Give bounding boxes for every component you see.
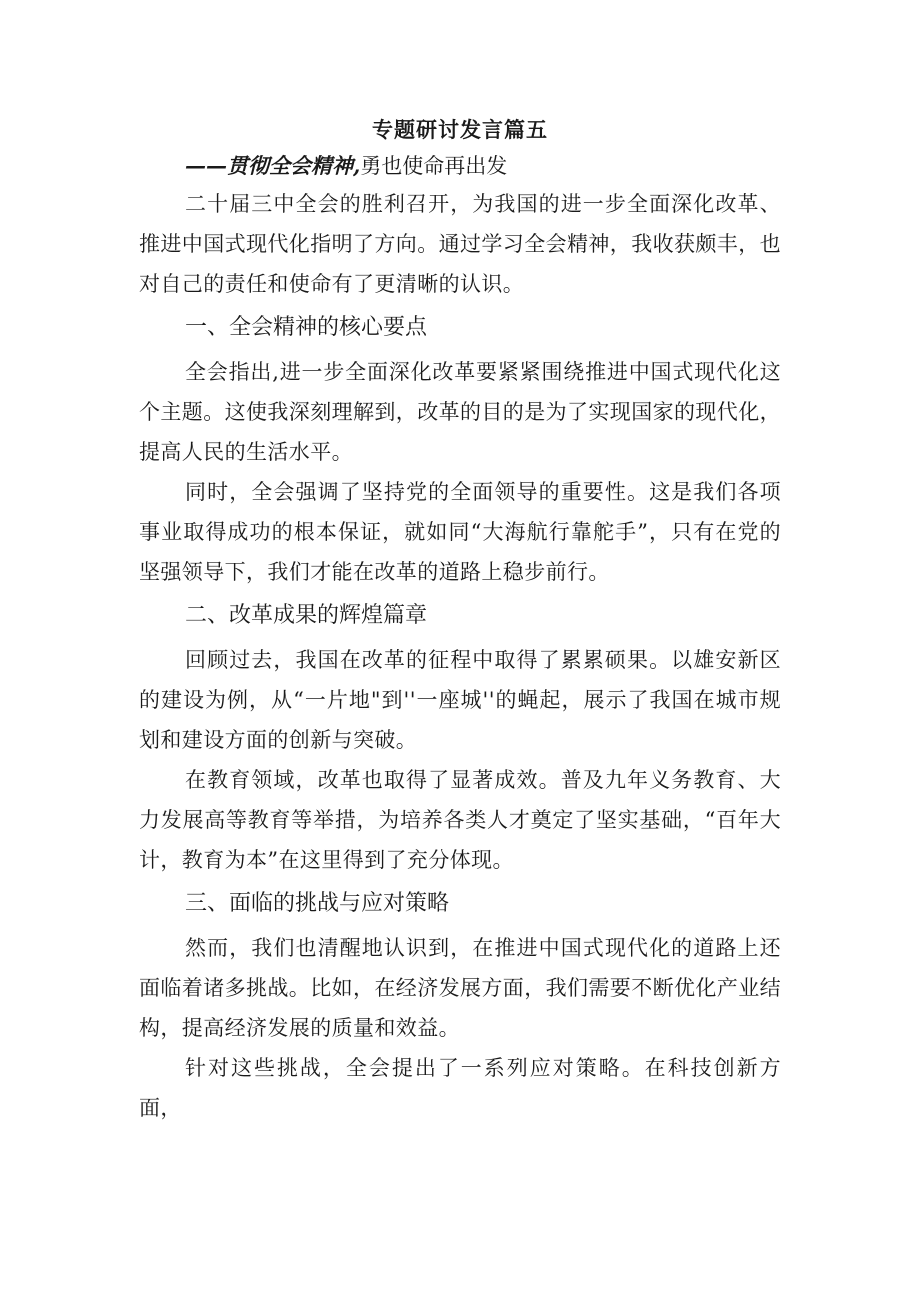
section-heading-1: 一、全会精神的核心要点 — [185, 315, 428, 340]
paragraph-party-leadership: 同时，全会强调了坚持党的全面领导的重要性。这是我们各项事业取得成功的根本保证，就如同“大海航行靠舵手”，只有在党的坚强领导下，我们才能在改革的道路上稳步前行。 — [139, 480, 781, 584]
paragraph-challenges: 然而，我们也清醒地认识到，在推进中国式现代化的道路上还面临着诸多挑战。比如，在经济发展方面，我们需要不断优化产业结构，提高经济发展的质量和效益。 — [139, 936, 781, 1040]
paragraph-core-points: 全会指出,进一步全面深化改革要紧紧围绕推进中国式现代化这个主题。这使我深刻理解到，改革的目的是为了实现国家的现代化，提高人民的生活水平。 — [139, 360, 781, 464]
section-heading-2: 二、改革成果的辉煌篇章 — [185, 603, 428, 628]
paragraph-xiongan: 回顾过去，我国在改革的征程中取得了累累硕果。以雄安新区的建设为例，从“一片地"到''一座城''的蝇起，展示了我国在城市规划和建设方面的创新与突破。 — [139, 648, 781, 752]
paragraph-intro: 二十届三中全会的胜利召开，为我国的进一步全面深化改革、推进中国式现代化指明了方向。通过学习全会精神，我收获颇丰，也对自己的责任和使命有了更清晰的认识。 — [139, 192, 781, 296]
document-title: 专题研讨发言篇五 — [372, 117, 548, 142]
paragraph-education: 在教育领域，改革也取得了显著成效。普及九年义务教育、大力发展高等教育等举措，为培养各类人才奠定了坚实基础，“百年大计，教育为本”在这里得到了充分体现。 — [139, 768, 781, 872]
section-heading-3: 三、面临的挑战与应对策略 — [185, 891, 450, 916]
subtitle-rest: 勇也使命再出发 — [360, 154, 508, 178]
document-subtitle — [139, 148, 781, 184]
document-body — [139, 112, 781, 1128]
subtitle-dash: —— — [185, 153, 227, 178]
paragraph-strategies: 针对这些挑战，全会提出了一系列应对策略。在科技创新方面， — [139, 1056, 781, 1120]
subtitle-italic-part: 贯彻全会精神, — [227, 153, 361, 178]
